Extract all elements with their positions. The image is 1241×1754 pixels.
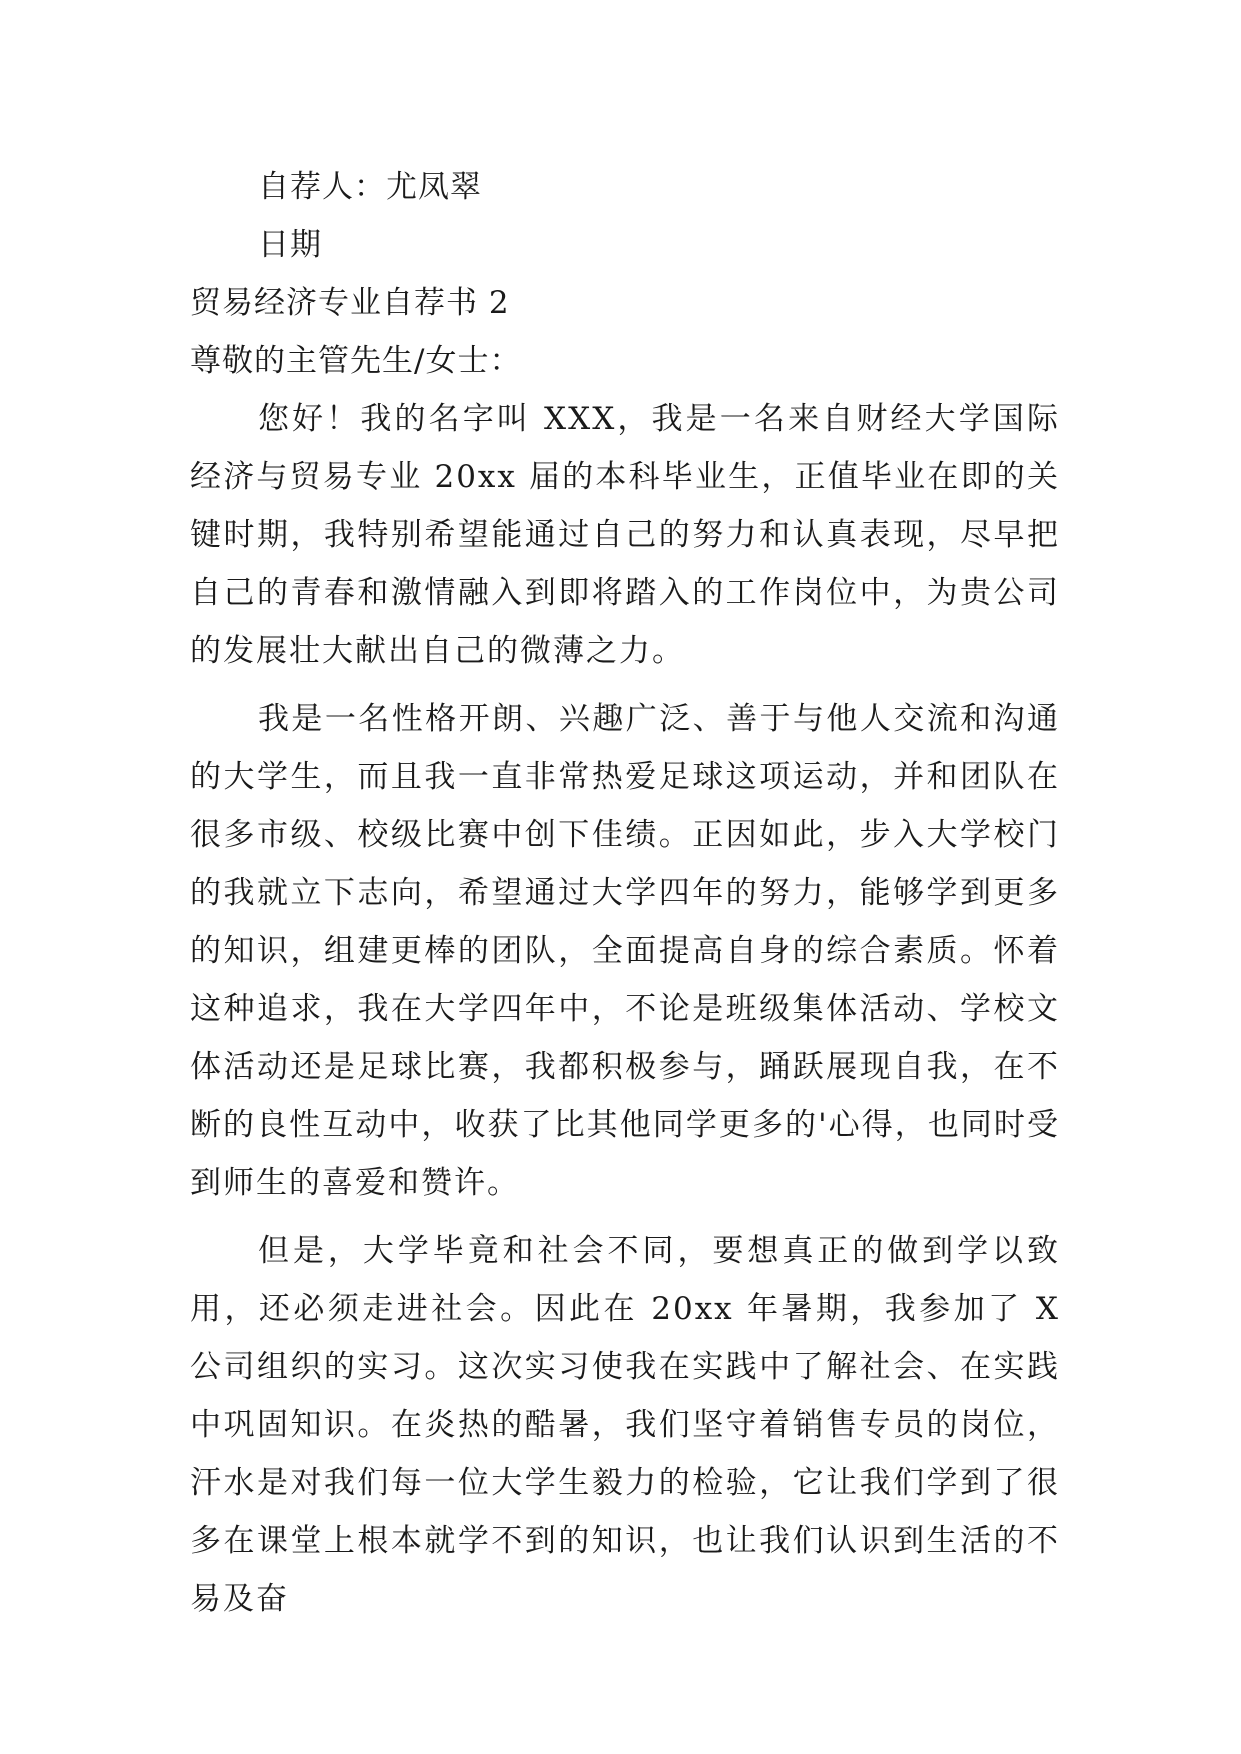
salutation: 尊敬的主管先生/女士： [190,343,522,379]
paragraph-internship: 但是，大学毕竟和社会不同，要想真正的做到学以致用，还必须走进社会。因此在 20xx 年暑期，我参加了 X 公司组织的实习。这次实习使我在实践中了解社会、在实践中巩固知识。在炎热的酷暑，我们坚守着销售专员的岗位，汗水是对我们每一位大学生毅力的检验，它让我们学到了很多在课堂上根本就学不到的知识，也让我们认识到生活的不易及奋 [190,1233,1060,1617]
paragraph-introduction: 您好！我的名字叫 XXX，我是一名来自财经大学国际经济与贸易专业 20xx 届的本科毕业生，正值毕业在即的关键时期，我特别希望能通过自己的努力和认真表现，尽早把自己的青春和激情融入到即将踏入的工作岗位中，为贵公司的发展壮大献出自己的微薄之力。 [190,401,1060,669]
letter-title: 贸易经济专业自荐书 2 [190,285,510,321]
date-label: 日期 [258,227,322,263]
paragraph-personality: 我是一名性格开朗、兴趣广泛、善于与他人交流和沟通的大学生，而且我一直非常热爱足球这项运动，并和团队在很多市级、校级比赛中创下佳绩。正因如此，步入大学校门的我就立下志向，希望通过大学四年的努力，能够学到更多的知识，组建更棒的团队，全面提高自身的综合素质。怀着这种追求，我在大学四年中，不论是班级集体活动、学校文体活动还是足球比赛，我都积极参与，踊跃展现自我，在不断的良性互动中，收获了比其他同学更多的'心得，也同时受到师生的喜爱和赞许。 [190,701,1060,1201]
letter-body [190,158,1060,1628]
recommender-signature: 自荐人：尤凤翠 [258,169,482,205]
